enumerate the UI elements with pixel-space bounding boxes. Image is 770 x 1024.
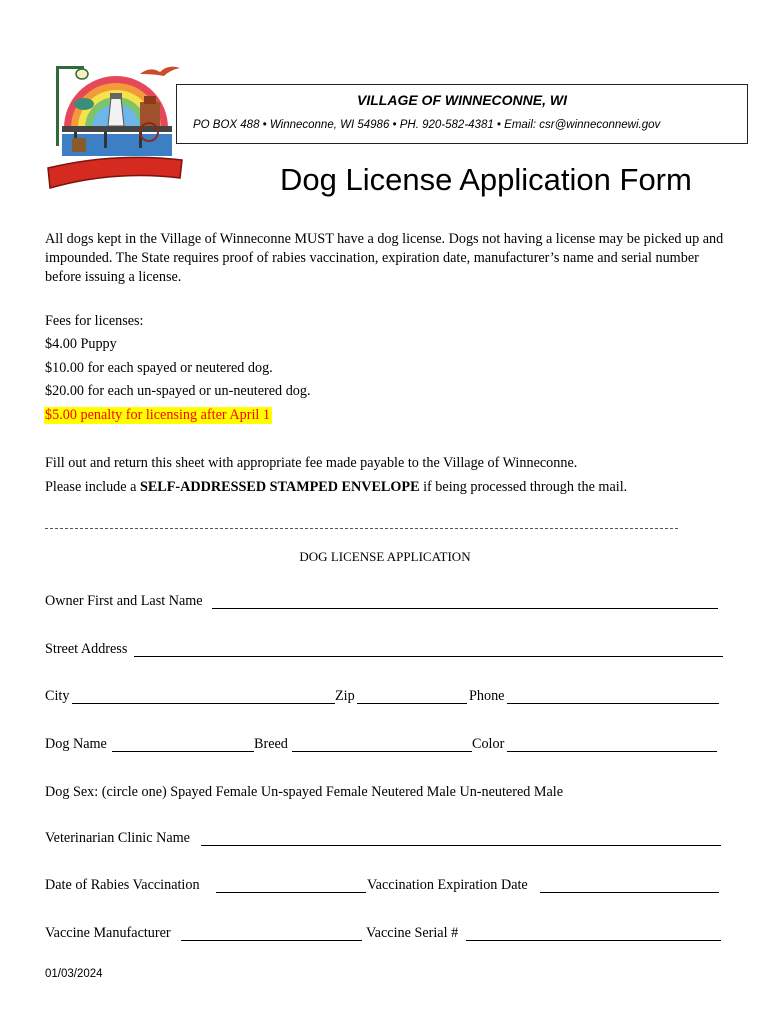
street-address-field[interactable] — [45, 641, 725, 659]
vaccine-manufacturer-input-line[interactable] — [181, 940, 362, 941]
fees-heading: Fees for licenses: — [45, 313, 144, 329]
instructions-text-after: if being processed through the mail. — [419, 479, 628, 495]
vet-clinic-field[interactable] — [45, 830, 725, 848]
color-input-line[interactable] — [507, 751, 717, 752]
breed-input-line[interactable] — [292, 751, 472, 752]
village-contact-info: PO BOX 488 • Winneconne, WI 54986 • PH. 920-582-4381 • Email: csr@winneconnewi.gov — [193, 119, 661, 131]
color-label: Color — [472, 736, 505, 752]
intro-paragraph: All dogs kept in the Village of Winneconne MUST have a dog license. Dogs not having a license may be picked up and impounded. The State requires proof of rabies vaccination, expiration date, manufacturer’s name and serial number before issuing a license. — [45, 231, 724, 285]
village-header — [176, 84, 748, 144]
owner-name-label: Owner First and Last Name — [45, 593, 203, 609]
vaccine-serial-input-line[interactable] — [466, 940, 721, 941]
dog-name-input-line[interactable] — [112, 751, 254, 752]
city-label: City — [45, 688, 70, 704]
vaccine-serial-label: Vaccine Serial # — [366, 925, 459, 941]
vaccination-expiration-input-line[interactable] — [540, 892, 719, 893]
phone-label: Phone — [469, 688, 505, 704]
street-address-input-line[interactable] — [134, 656, 723, 657]
vaccine-details-row — [45, 925, 725, 943]
owner-name-field[interactable] — [45, 593, 720, 611]
instructions-line-2 — [45, 479, 627, 496]
fee-puppy: $4.00 Puppy — [45, 336, 117, 352]
dog-name-label: Dog Name — [45, 736, 107, 752]
owner-name-input-line[interactable] — [212, 608, 718, 609]
dog-name-breed-color-row — [45, 736, 725, 754]
application-section-heading: DOG LICENSE APPLICATION — [299, 549, 471, 564]
instructions-emphasis: SELF-ADDRESSED STAMPED ENVELOPE — [139, 479, 420, 495]
breed-label: Breed — [254, 736, 288, 752]
vet-clinic-input-line[interactable] — [201, 845, 721, 846]
city-zip-phone-row — [45, 688, 725, 706]
vet-clinic-label: Veterinarian Clinic Name — [45, 830, 190, 846]
village-title: VILLAGE OF WINNECONNE, WI — [357, 92, 567, 108]
dog-sex-selection[interactable]: Dog Sex: (circle one) Spayed Female Un-spayed Female Neutered Male Un-neutered Male — [45, 784, 564, 800]
cut-line-divider — [45, 528, 678, 529]
vaccination-expiration-label: Vaccination Expiration Date — [367, 877, 528, 893]
city-input-line[interactable] — [72, 703, 335, 704]
fee-spayed: $10.00 for each spayed or neutered dog. — [45, 360, 273, 376]
rabies-date-label: Date of Rabies Vaccination — [45, 877, 200, 893]
instructions-line-1: Fill out and return this sheet with appropriate fee made payable to the Village of Winneconne. — [45, 455, 578, 471]
village-logo-graphic — [44, 60, 186, 192]
zip-input-line[interactable] — [357, 703, 467, 704]
street-address-label: Street Address — [45, 641, 128, 657]
form-revision-date: 01/03/2024 — [45, 968, 103, 980]
vaccination-dates-row — [45, 877, 725, 895]
penalty-highlight: $5.00 penalty for licensing after April 1 — [45, 407, 270, 423]
phone-input-line[interactable] — [507, 703, 719, 704]
zip-label: Zip — [335, 688, 355, 704]
vaccine-manufacturer-label: Vaccine Manufacturer — [45, 925, 171, 941]
rabies-date-input-line[interactable] — [216, 892, 366, 893]
fee-penalty — [44, 407, 272, 424]
village-logo — [44, 60, 186, 192]
form-title: Dog License Application Form — [280, 162, 692, 197]
instructions-text-before: Please include a — [45, 479, 140, 495]
fee-unspayed: $20.00 for each un-spayed or un-neutered dog. — [45, 383, 311, 399]
